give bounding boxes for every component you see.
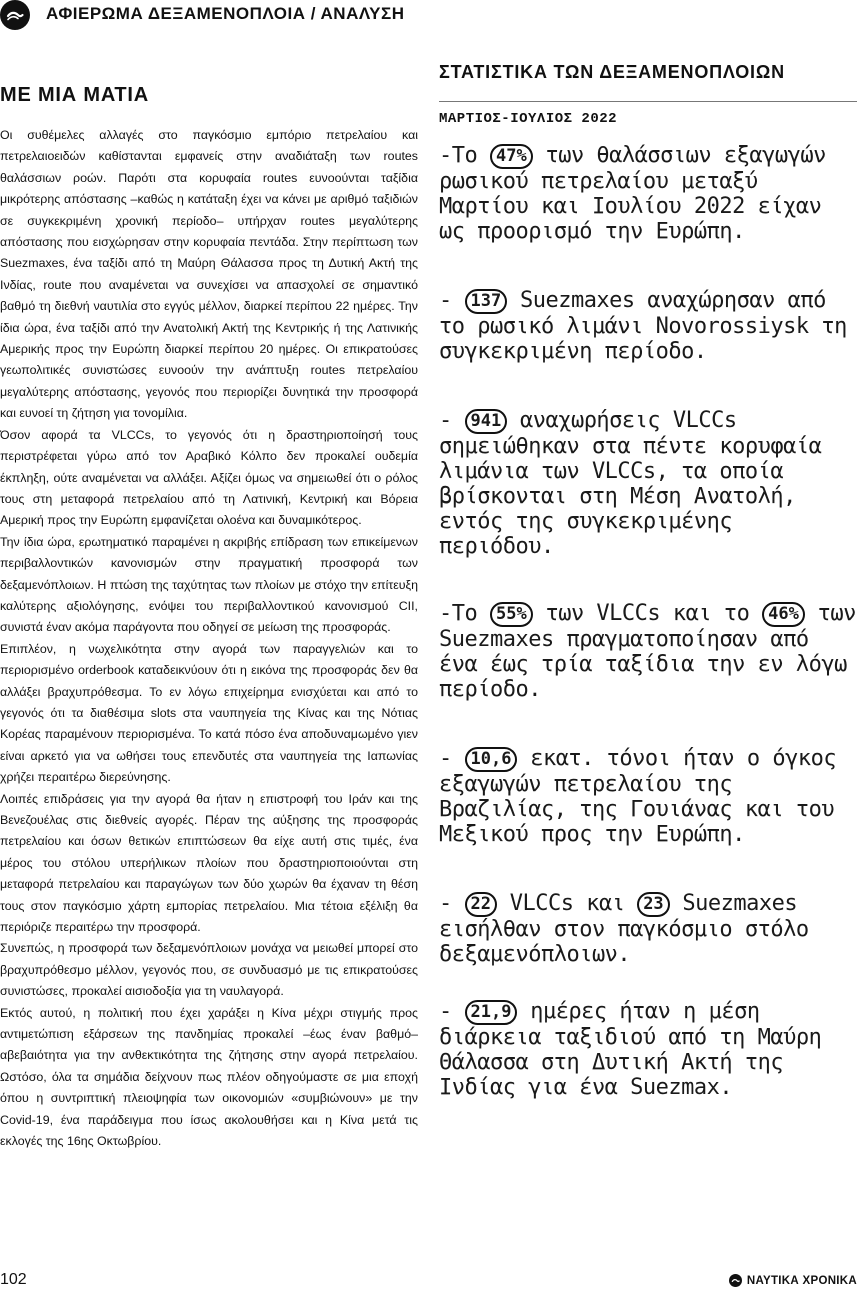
article-heading: ΜΕ ΜΙΑ ΜΑΤΙΑ <box>0 84 150 106</box>
article-body <box>0 125 418 1153</box>
footer-brand <box>729 1274 857 1287</box>
stat-number-badge: 55% <box>490 602 533 627</box>
stat-item: - 22 VLCCs και 23 Suezmaxes εισήλθαν στον παγκόσμιο στόλο δεξαμενόπλοιων. <box>439 891 809 967</box>
page-number: 102 <box>0 1271 27 1288</box>
stat-item: - 941 αναχωρήσεις VLCCs σημειώθηκαν στα πέντε κορυφαία λιμάνια των VLCCs, τα οποία βρίσκονται στη Μέση Ανατολή, εντός της συγκεκριμένης περιόδου. <box>439 408 822 559</box>
stat-number-badge: 47% <box>490 144 533 169</box>
stat-number-badge: 941 <box>465 409 508 434</box>
stat-item: - 137 Suezmaxes αναχώρησαν από το ρωσικό λιμάνι Novorossiysk τη συγκεκριμένη περίοδο. <box>439 288 847 364</box>
brand-logo-icon <box>729 1274 742 1287</box>
stat-item: -Το 55% των VLCCs και το 46% των Suezmaxes πραγματοποίησαν από ένα έως τρία ταξίδια την εν λόγω περίοδο. <box>439 601 856 702</box>
wave-logo-icon <box>0 0 30 30</box>
stats-period: ΜΑΡΤΙΟΣ-ΙΟΥΛΙΟΣ 2022 <box>439 111 618 127</box>
stat-number-badge: 46% <box>762 602 805 627</box>
article-paragraph: Οι συθέμελες αλλαγές στο παγκόσμιο εμπόριο πετρελαίου και πετρελαιοειδών καθίστανται εμφανείς στην αναδιάταξη των routes θαλάσσιων ροών. Παρότι στα κορυφαία routes ευνοούνται ταξίδια μικρότερης απόστασης –καθώς η κατάταξη έχει να κάνει με αριθμό ταξιδιών σε συγκεκριμένη χρονική περίοδο– υπήρχαν routes μεγαλύτερης απόστασης που εισχώρησαν στην κορυφαία πεντάδα. Στην περίπτωση των Suezmaxes, ένα ταξίδι από τη Μαύρη Θάλασσα προς τη Δυτική Ακτή της Ινδίας, route που αναμένεται να συνεχίσει να απασχολεί σε σημαντικό βαθμό τη διεθνή ναυτιλία στο εγγύς μέλλον, διαρκεί περίπου 22 ημέρες. Την ίδια ώρα, ένα ταξίδι από την Ανατολική Ακτή της Κεντρικής ή της Λατινικής Αμερικής προς την Ευρώπη διαρκεί περίπου 20 ημέρες. Οι επικρατούσες γεωπολιτικές συνιστώσες ευνοούν την ανάπτυξη routes πετρελαίου μεγαλύτερης απόστασης, γεγονός που περιορίζει δυνητικά την προσφορά και ευνοεί τη ζήτηση για τονομίλια. <box>0 128 418 421</box>
stat-item: -Το 47% των θαλάσσιων εξαγωγών ρωσικού πετρελαίου μεταξύ Μαρτίου και Ιουλίου 2022 είχαν ως προορισμό την Ευρώπη. <box>439 143 826 244</box>
section-title: ΑΦΙΕΡΩΜΑ ΔΕΞΑΜΕΝΟΠΛΟΙΑ / ΑΝΑΛΥΣΗ <box>46 4 405 23</box>
article-paragraph: Συνεπώς, η προσφορά των δεξαμενόπλοιων μονάχα να μειωθεί μπορεί στο βραχυπρόθεσμο μέλλον, γεγονός που, σε συνδυασμό με τις επικρατούσες συνιστώσες, προκαλεί αισιοδοξία για τη ναυλαγορά. <box>0 941 418 999</box>
stat-number-badge: 137 <box>465 289 508 314</box>
brand-name: ΝΑΥΤΙΚΑ ΧΡΟΝΙΚΑ <box>746 1274 857 1287</box>
article-paragraph: Την ίδια ώρα, ερωτηματικό παραμένει η ακριβής επίδραση των επικείμενων περιβαλλοντικών κανονισμών στην πραγματική προσφορά των δεξαμενόπλοιων. Η πτώση της ταχύτητας των πλοίων με στόχο την επίτευξη καλύτερης αξιολόγησης, ενόψει του περιβαλλοντικού κανονισμού CII, συνιστά έναν ακόμα παράγοντα που οδηγεί σε μείωση της προσφοράς. <box>0 534 418 635</box>
article-column <box>0 84 418 1153</box>
stat-item: - 10,6 εκατ. τόνοι ήταν ο όγκος εξαγωγών πετρελαίου της Βραζιλίας, της Γουιάνας και του Μεξικού προς την Ευρώπη. <box>439 746 837 847</box>
article-paragraph: Επιπλέον, η νωχελικότητα στην αγορά των παραγγελιών και το περιορισμένο orderbook καταδεικνύουν ότι η εικόνα της προσφοράς δεν θα αλλάξει βραχυπρόθεσμα. Το εν λόγω επιχείρημα ενισχύεται και από το γεγονός ότι τα διαθέσιμα slots στα ναυπηγεία της Κίνας και της Νότιας Κορέας παραμένουν περιορισμένα. Το κατά πόσο ένα αποδυναμωμένο γιεν είναι αρκετό για να ωθήσει τους επενδυτές στα ναυπηγεία της Ιαπωνίας χρήζει περαιτέρω διερεύνησης. <box>0 641 418 785</box>
article-paragraph: Λοιπές επιδράσεις για την αγορά θα ήταν η επιστροφή του Ιράν και της Βενεζουέλας στις διεθνείς αγορές. Πέραν της αύξησης της προσφοράς πετρελαίου και όσων θετικών επιπτώσεων θα είχε αυτή στις τιμές, ένα μέρος του στόλου υπερήλικων πλοίων που δραστηριοποιούνται στη μεταφορά πετρελαίου και παραγώγων των δύο χωρών θα έχαναν τη θέση τους στον παγκόσμιο χάρτη εμπορίας πετρελαίου. Μια τέτοια εξέλιξη θα περιόριζε περαιτέρω την προσφορά. <box>0 791 418 935</box>
stats-divider <box>439 101 857 102</box>
stats-column <box>439 62 857 1100</box>
stat-number-badge: 10,6 <box>465 747 518 772</box>
stat-item: - 21,9 ημέρες ήταν η μέση διάρκεια ταξιδιού από τη Μαύρη Θάλασσα στη Δυτική Ακτή της Ινδίας για ένα Suezmax. <box>439 999 822 1100</box>
article-paragraph: Εκτός αυτού, η πολιτική που έχει χαράξει η Κίνα μέχρι στιγμής προς αντιμετώπιση εξάρσεων της πανδημίας προκαλεί –έως έναν βαθμό– αβεβαιότητα για την ανθεκτικότητα της ζήτησης στην αγορά πετρελαίου. Ωστόσο, όλα τα σημάδια δείχνουν πως πλέον οδηγούμαστε σε μια εποχή όπου η συντριπτική πλειοψηφία των οικονομιών «συμβιώνουν» με την Covid-19, ένα παράδειγμα που ίσως ακολουθήσει και η Κίνα μετά τις εκλογές της 16ης Οκτωβρίου. <box>0 1005 418 1149</box>
article-paragraph: Όσον αφορά τα VLCCs, το γεγονός ότι η δραστηριοποίησή τους περιστρέφεται γύρω από τον Αραβικό Κόλπο δεν προκαλεί ουδεμία έκπληξη, ούτε αναμένεται να αλλάξει. Αξίζει όμως να σημειωθεί ότι ο ρόλος τους στη μεταφορά πετρελαίου από τη Λατινική, Κεντρική και Βόρεια Αμερική προς την Ευρώπη εμφανίζεται ολοένα και δυναμικότερος. <box>0 427 418 528</box>
stat-number-badge: 21,9 <box>465 1000 518 1025</box>
stats-heading: ΣΤΑΤΙΣΤΙΚΑ ΤΩΝ ΔΕΞΑΜΕΝΟΠΛΟΙΩΝ <box>439 62 785 82</box>
stat-number-badge: 22 <box>465 892 497 917</box>
stat-number-badge: 23 <box>637 892 669 917</box>
